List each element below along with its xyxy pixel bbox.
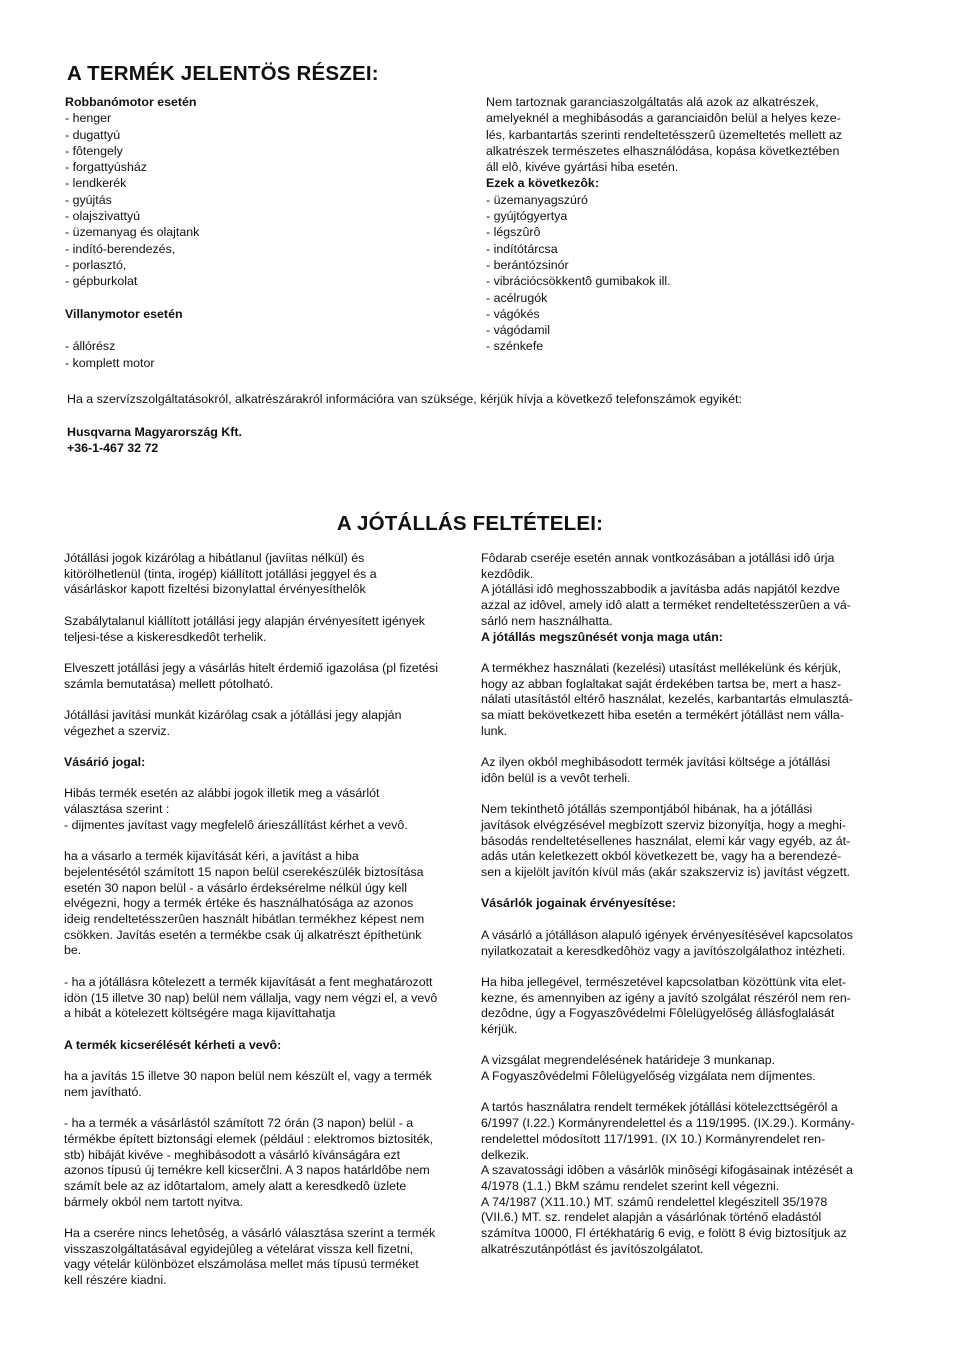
- paragraph-line: végezhet a szerviz.: [64, 723, 171, 738]
- paragraph-line: azzal az idôvel, amely idô alatt a terméket rendeltetésszerûen a vá-: [481, 598, 851, 613]
- paragraph-line: rendelettel módosított 117/1991. (IX 10.) Kormányrendelet ren-: [481, 1131, 826, 1146]
- paragraph-line: ha a vásarlo a termék kijavítását kéri, a javítást a hiba: [64, 849, 359, 864]
- paragraph-line: básodás rendeltetésellenes használat, elemi kár vagy egyéb, az át-: [481, 833, 851, 848]
- list-item: - légszûrô: [486, 225, 541, 240]
- service-block: [67, 391, 897, 456]
- paragraph-line: Jótállási jogok kizárólag a hibátlanul (javíitas nélkül) és: [64, 551, 365, 565]
- paragraph-line: azonos típusú új temékre kell kicserčlni. A 3 napos határldôbe nem: [64, 1163, 430, 1178]
- company-name: Husqvarna Magyarország Kft.: [67, 424, 242, 439]
- parts-left-column: [65, 94, 445, 371]
- warranty-left-column: [64, 551, 464, 1289]
- list-item: - acélrugók: [486, 290, 548, 305]
- paragraph-line: nálati utasítástól eltérô használat, kezelés, karbantartás elmulasztá-: [481, 692, 853, 707]
- parts-right-column: [486, 94, 878, 355]
- paragraph-line: A vásárló a jótálláson alapuló igények érvényesítésével kapcsolatos: [481, 927, 853, 942]
- paragraph-line: kitörölhetlenül (tinta, irogép) kiállított jotállási jeggyel és a: [64, 566, 377, 581]
- paragraph-line: A 74/1987 (X11.10.) MT. számû rendelettel klegészitell 35/1978: [481, 1194, 828, 1209]
- paragraph-line: javítások elvégzésével megbízott szerviz bizonyítja, hogy a meghi-: [481, 817, 847, 832]
- paragraph-line: A termékhez használati (kezelési) utasítást mellékelünk és kérjük,: [481, 660, 842, 675]
- consumables-list: [486, 192, 878, 355]
- parts-title: A TERMÉK JELENTÖS RÉSZEI:: [67, 62, 379, 85]
- list-item: - vibrációcsökkentô gumibakok ill.: [486, 274, 671, 289]
- paragraph-line: Jótállási javítási munkát kizárólag csak a jótállási jegy alapján: [64, 707, 402, 722]
- section-heading: Vásárlók jogainak érvényesítése:: [481, 896, 676, 911]
- list-item: - olajszivattyú: [65, 209, 141, 224]
- paragraph-line: Hibás termék esetén az alábbi jogok illetik meg a vásárlót: [64, 786, 380, 801]
- paragraph-line: Szabálytalanul kiállított jotállási jegy alapján érvényesített igények: [64, 613, 425, 628]
- paragraph-line: Ha a cserére nincs lehetôség, a vásárló választása szerint a termék: [64, 1226, 436, 1241]
- paragraph-line: Az ilyen okból meghibásodott termék javítási költsége a jótállási: [481, 755, 831, 770]
- paragraph-line: - ha a termék a vásárlástól számított 72 órán (3 napon) belül - a: [64, 1116, 414, 1131]
- list-item: - indítótárcsa: [486, 241, 558, 256]
- paragraph-line: adás után keletkezett okból következett be, vagy ha a berendezé-: [481, 849, 842, 864]
- list-item: - üzemanyag és olajtank: [65, 225, 200, 240]
- paragraph-line: A jótállási idô meghosszabbodik a javításba adás napjától kezdve: [481, 582, 840, 597]
- list-item: - berántózsinór: [486, 257, 569, 272]
- list-item: - komplett motor: [65, 355, 155, 370]
- paragraph-line: teljesi-tése a kiskeresdkedôt terhelik.: [64, 629, 267, 644]
- section-heading: A jótállás megszûnését vonja maga után:: [481, 629, 723, 644]
- paragraph-line: áll elô, kivéve gyártási hiba esetén.: [486, 160, 679, 175]
- company-phone: +36-1-467 32 72: [67, 440, 159, 455]
- paragraph-line: lunk.: [481, 723, 508, 738]
- combustion-heading: Robbanómotor esetén: [65, 95, 197, 109]
- paragraph-line: bejelentésétól számított 15 napon belül cserekészülék biztosítása: [64, 864, 424, 879]
- paragraph-line: számít bele az az idôtartalom, amely alatt a keresdkedô üzlete: [64, 1178, 407, 1193]
- paragraph-line: A Fogyaszôvédelmi Fôlelügyelőség vizgálata nem díjmentes.: [481, 1069, 816, 1084]
- paragraph-line: sen a kijelölt javítón kívül más (akár szakszerviz is) javítást végzett.: [481, 865, 851, 880]
- list-item: - üzemanyagszúró: [486, 192, 588, 207]
- paragraph-line: dezôdne, úgy a Fogyaszôvédelmi Fôlelügyelőség állásfoglalását: [481, 1006, 835, 1021]
- paragraph-line: Nem tartoznak garanciaszolgáltatás alá azok az alkatrészek,: [486, 95, 819, 109]
- list-item: - porlasztó,: [65, 257, 127, 272]
- paragraph-line: stb) hibáját kivéve - meghibásodott a vásárló kívánságára ezt: [64, 1147, 401, 1162]
- paragraph-line: kezne, és amennyiben az igény a javító szolgálat részéról nem ren-: [481, 990, 851, 1005]
- paragraph-line: A szavatossági idôben a vásárlôk minôségi kifogásainak intézését a: [481, 1163, 853, 1178]
- paragraph-line: (VII.6.) MT. sz. rendelet alapján a vásárlónak történő eladástól: [481, 1210, 822, 1225]
- paragraph-line: a hibát a kötelezett költségére maga kijavíttahatja: [64, 1006, 336, 1021]
- paragraph-line: ideig rendeltetésszerûen használt hibátlan termékhez képest nem: [64, 912, 425, 927]
- paragraph-line: visszaszolgáltatásával egyidejûleg a vételárat vissza kell fizetni,: [64, 1241, 414, 1256]
- paragraph-line: nem javítható.: [64, 1084, 142, 1099]
- list-item: - dugattyú: [65, 127, 121, 142]
- paragraph-line: delkezik.: [481, 1147, 530, 1162]
- paragraph-line: A tartós használatra rendelt termékek jótállási kötelezcttségéról a: [481, 1100, 838, 1115]
- paragraph-line: amelyeknél a meghibásodás a garanciaidôn belül a helyes keze-: [486, 111, 841, 126]
- list-item: - gyújtógyertya: [486, 209, 568, 224]
- list-item: - henger: [65, 111, 112, 126]
- paragraph-line: Ha hiba jellegével, természetével kapcsolatban közöttünk vita elet-: [481, 974, 847, 989]
- paragraph-line: számla bemutatása) mellett pótolható.: [64, 676, 274, 691]
- paragraph-line: választása szerint :: [64, 802, 170, 817]
- paragraph-line: be.: [64, 943, 82, 958]
- paragraph-line: esetén 30 napon belül - a vásárlo érdeksérelme nélkül úgy kell: [64, 880, 408, 895]
- warranty-title: A JÓTÁLLÁS FELTÉTELEI:: [336, 512, 604, 535]
- paragraph-line: térmékbe épített biztonsági elemek (például : elektromos biztositék,: [64, 1131, 434, 1146]
- list-item: - gépburkolat: [65, 274, 138, 289]
- paragraph-line: bármely okból nem tartott nyitva.: [64, 1194, 244, 1209]
- paragraph-line: csökken. Javítás esetén a termékbe csak új alkatrészt építhetünk: [64, 927, 422, 942]
- paragraph-line: nyilatkozatait a keresdkedôhöz vagy a javítószolgálathoz intézheti.: [481, 943, 846, 958]
- exclusion-paragraph: [486, 94, 878, 175]
- list-item: - fôtengely: [65, 143, 123, 158]
- paragraph-line: számítva 10000, Fl értékhatárig 6 evig, e folött 8 évig biztosítjuk az: [481, 1226, 847, 1241]
- paragraph-line: sa miatt bekövetkezett hiba esetén a termékért jótállást nem válla-: [481, 708, 844, 723]
- list-item: - vágókés: [486, 306, 540, 321]
- paragraph-line: 6/1997 (I.22.) Kormányrendelettel és a 119/1995. (IX.29.). Kormány-: [481, 1116, 855, 1131]
- list-item: - gyújtás: [65, 192, 112, 207]
- list-item: - lendkerék: [65, 176, 127, 191]
- electric-parts-list: [65, 338, 445, 371]
- paragraph-line: sárló nem használhatta.: [481, 613, 613, 628]
- paragraph-line: Fôdarab cseréje esetén annak vontkozásában a jotállási idô úrja: [481, 551, 835, 565]
- paragraph-line: alkatrészutánpótlást és javítószolgálatot.: [481, 1241, 704, 1256]
- list-item: - állórész: [65, 339, 116, 354]
- paragraph-line: kezdôdik.: [481, 566, 534, 581]
- list-item: - indító-berendezés,: [65, 241, 176, 256]
- paragraph-line: alkatrészek természetes elhasználódása, kopása következtében: [486, 143, 840, 158]
- service-note: Ha a szervízszolgáltatásokról, alkatrészárakról információra van szüksége, kérjük hívja a következő telefonszámok egyikét:: [67, 392, 742, 406]
- paragraph-line: hogy az abban foglaltakat saját érdekében tartsa be, mert a hasz-: [481, 676, 842, 691]
- paragraph-line: Elveszett jotállási jegy a vásárlás hitelt érdemiő igazolása (pl fizetési: [64, 660, 438, 675]
- electric-heading: Villanymotor esetén: [65, 306, 183, 321]
- paragraph-line: A vizsgálat megrendelésének határideje 3 munkanap.: [481, 1053, 776, 1068]
- paragraph-line: vásárláskor kapott fizeltési bizonyIattal érvényesíthelôk: [64, 582, 366, 597]
- paragraph-line: idön (15 illetve 30 nap) belül nem vállalja, vagy nem végzi el, a vevô: [64, 990, 438, 1005]
- paragraph-line: - ha a jótállásra kôtelezett a termék kijavítását a fent meghatározott: [64, 974, 433, 989]
- paragraph-line: 4/1978 (1.1.) BkM számu rendelet szerint kell végezni.: [481, 1179, 780, 1193]
- combustion-parts-list: [65, 110, 445, 289]
- section-heading: A termék kicserélését kérheti a vevô:: [64, 1037, 282, 1052]
- paragraph-line: kell részére kiadni.: [64, 1273, 167, 1288]
- following-heading: Ezek a következôk:: [486, 176, 599, 191]
- paragraph-line: lés, karbantartás szerinti rendeltetésszerû üzemeltetés mellett az: [486, 127, 843, 142]
- paragraph-line: elvégezni, hogy a termék értéke és használhatósága az azonos: [64, 896, 414, 911]
- paragraph-line: idôn belül is a vevôt terheli.: [481, 770, 631, 785]
- list-item: - szénkefe: [486, 339, 544, 354]
- section-heading: Vásárió jogal:: [64, 755, 146, 770]
- warranty-right-column: [481, 551, 881, 1258]
- paragraph-line: kérjük.: [481, 1022, 518, 1036]
- paragraph-line: Nem tekinthetô jótállás szempontjából hibának, ha a jótállási: [481, 802, 813, 817]
- paragraph-line: vagy vételár különbözet elszámolása mellet más típusú terméket: [64, 1257, 419, 1272]
- paragraph-line: - dijmentes javítast vagy megfelelô árieszállítást kérhet a vevô.: [64, 817, 408, 832]
- list-item: - forgattyúsház: [65, 160, 147, 175]
- list-item: - vágódamil: [486, 323, 551, 338]
- paragraph-line: ha a javítás 15 illetve 30 napon belül nem készült el, vagy a termék: [64, 1069, 432, 1084]
